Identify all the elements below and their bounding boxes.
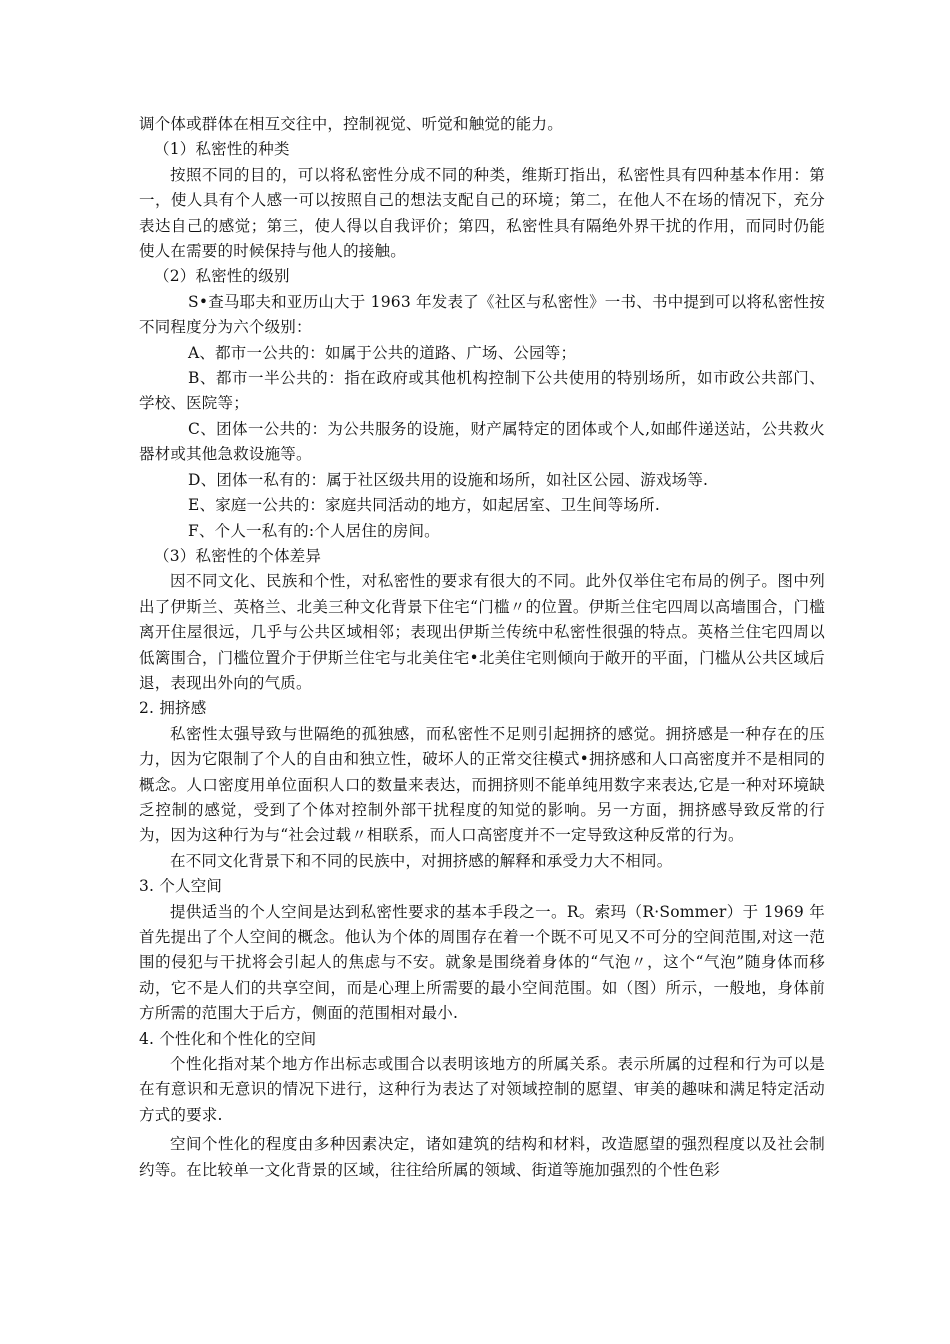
body-paragraph: 按照不同的目的，可以将私密性分成不同的种类，维斯玎指出，私密性具有四种基本作用：第一，使人具有个人感一可以按照自己的想法支配自己的环境；第二，在他人不在场的情况下，充分表达自己的感觉；第三，使人得以自我评价；第四，私密性具有隔绝外界干扰的作用，而同时仍能使人在需要的时候保持与他人的接触。 [139, 165, 825, 261]
body-paragraph: 个性化指对某个地方作出标志或围合以表明该地方的所属关系。表示所属的过程和行为可以是在有意识和无意识的情况下进行，这种行为表达了对领域控制的愿望、审美的趣味和满足特定活动方式的要求. [139, 1055, 825, 1124]
section-heading: 3. 个人空间 [139, 877, 223, 896]
list-item: B、都市一半公共的：指在政府或其他机构控制下公共使用的特别场所，如市政公共部门、学校、医院等； [139, 369, 825, 413]
list-item: F、个人一私有的:个人居住的房间。 [188, 521, 440, 540]
section-heading: 4. 个性化和个性化的空间 [139, 1029, 317, 1048]
list-item: D、团体一私有的：属于社区级共用的设施和场所，如社区公园、游戏场等. [188, 470, 709, 489]
body-paragraph: 因不同文化、民族和个性，对私密性的要求有很大的不同。此外仅举住宅布局的例子。图中列出了伊斯兰、英格兰、北美三种文化背景下住宅“门槛〃的位置。伊斯兰住宅四周以高墙围合，门槛离开住屋很远，几乎与公共区域相邻；表现出伊斯兰传统中私密性很强的特点。英格兰住宅四周以低篱围合，门槛位置介于伊斯兰住宅与北美住宅•北美住宅则倾向于敞开的平面，门槛从公共区域后退，表现出外向的气质。 [139, 572, 825, 692]
body-paragraph: 调个体或群体在相互交往中，控制视觉、听觉和触觉的能力。 [139, 115, 563, 133]
section-heading: 2. 拥挤感 [139, 699, 207, 718]
body-paragraph: 提供适当的个人空间是达到私密性要求的基本手段之一。R。索玛（R·Sommer）于 1969 年首先提出了个人空间的概念。他认为个体的周围存在着一个既不可见又不可分的空间范围,对这一范围的侵犯与干扰将会引起人的焦虑与不安。就象是围绕着身体的“气泡〃，这个“气泡”随身体而移动，它不是人们的共享空间，而是心理上所需要的最小空间范围。如（图）所示，一般地，身体前方所需的范围大于后方，侧面的范围相对最小. [139, 902, 825, 1023]
subsection-heading: （3）私密性的个体差异 [154, 546, 322, 565]
list-item: C、团体一公共的：为公共服务的设施，财产属特定的团体或个人,如邮件递送站，公共救火器材或其他急救设施等。 [139, 419, 825, 464]
body-paragraph: 私密性太强导致与世隔绝的孤独感，而私密性不足则引起拥挤的感觉。拥挤感是一种存在的压力，因为它限制了个人的自由和独立性，破坏人的正常交往模式•拥挤感和人口高密度并不是相同的概念。人口密度用单位面积人口的数量来表达，而拥挤则不能单纯用数字来表达,它是一种对环境缺乏控制的感觉，受到了个体对控制外部干扰程度的知觉的影响。另一方面，拥挤感导致反常的行为，因为这种行为与“社会过载〃相联系，而人口高密度并不一定导致这种反常的行为。 [139, 724, 825, 845]
document-page [139, 112, 825, 1183]
body-paragraph: S•查马耶夫和亚历山大于 1963 年发表了《社区与私密性》一书、书中提到可以将私密性按不同程度分为六个级别： [139, 292, 825, 337]
list-item: A、都市一公共的：如属于公共的道路、广场、公园等； [188, 343, 577, 362]
body-paragraph: 在不同文化背景下和不同的民族中，对拥挤感的解释和承受力大不相同。 [170, 851, 673, 870]
subsection-heading: （1）私密性的种类 [154, 140, 290, 159]
list-item: E、家庭一公共的：家庭共同活动的地方，如起居室、卫生间等场所. [188, 496, 660, 515]
subsection-heading: （2）私密性的级别 [154, 267, 290, 286]
body-paragraph: 空间个性化的程度由多种因素决定，诸如建筑的结构和材料，改造愿望的强烈程度以及社会制约等。在比较单一文化背景的区域，往往给所属的领域、街道等施加强烈的个性色彩 [139, 1135, 825, 1179]
